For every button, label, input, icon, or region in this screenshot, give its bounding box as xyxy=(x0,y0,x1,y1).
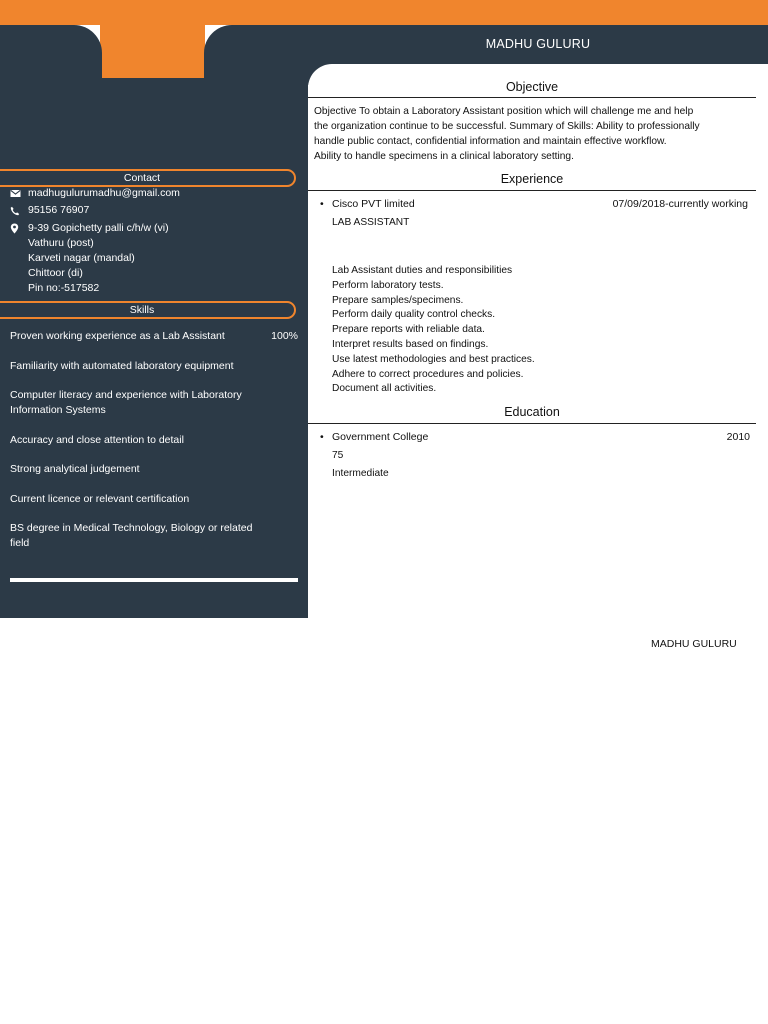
accent-tab xyxy=(100,25,205,78)
objective-line: handle public contact, confidential information and maintain effective workflow. xyxy=(314,136,667,147)
duty-item: Perform laboratory tests. xyxy=(332,279,444,291)
skill-label: BS degree in Medical Technology, Biology or related xyxy=(10,522,253,534)
duty-item: Interpret results based on findings. xyxy=(332,338,489,350)
skill-label: Familiarity with automated laboratory equipment xyxy=(10,360,234,372)
sidebar-divider xyxy=(10,578,298,582)
objective-line: the organization continue to be successful. Summary of Skills: Ability to professionally xyxy=(314,121,700,132)
skill-item xyxy=(10,388,298,418)
employment-dates: 07/09/2018-currently working xyxy=(612,198,748,210)
experience-divider xyxy=(308,190,756,191)
skill-item xyxy=(10,492,298,507)
education-level: Intermediate xyxy=(332,468,389,479)
address-line: 9-39 Gopichetty palli c/h/w (vi) xyxy=(28,222,169,234)
location-icon xyxy=(10,221,28,236)
education-divider xyxy=(308,423,756,424)
bullet-icon: • xyxy=(320,431,324,443)
duty-item: Prepare samples/specimens. xyxy=(332,294,464,306)
skill-label: Computer literacy and experience with Laboratory xyxy=(10,389,242,401)
address-line: Chittoor (di) xyxy=(28,267,83,279)
objective-divider xyxy=(308,97,756,98)
objective-line: Ability to handle specimens in a clinical laboratory setting. xyxy=(314,151,574,162)
email-icon xyxy=(10,186,28,201)
duty-item: Prepare reports with reliable data. xyxy=(332,324,485,336)
bullet-icon: • xyxy=(320,198,324,210)
contact-heading: Contact xyxy=(0,169,296,187)
top-accent-bar xyxy=(0,0,768,25)
address-line: Vathuru (post) xyxy=(28,237,94,249)
graduation-year: 2010 xyxy=(726,431,750,443)
skill-percent: 100% xyxy=(271,330,298,342)
objective-text xyxy=(314,104,754,164)
job-role: LAB ASSISTANT xyxy=(332,217,410,228)
duty-item: Lab Assistant duties and responsibilities xyxy=(332,265,513,276)
contact-email xyxy=(10,186,180,201)
header-panel-left xyxy=(0,25,102,85)
education-score: 75 xyxy=(332,450,344,461)
objective-line: Objective To obtain a Laboratory Assistant position which will challenge me and help xyxy=(314,106,694,117)
skill-label: Current licence or relevant certification xyxy=(10,493,190,505)
phone-icon xyxy=(10,203,28,218)
email-text: madhugulurumadhu@gmail.com xyxy=(28,187,180,199)
skill-item xyxy=(10,359,298,374)
skills-heading: Skills xyxy=(0,301,296,319)
skill-label: Strong analytical judgement xyxy=(10,463,140,475)
education-heading: Education xyxy=(504,405,560,419)
school-name: Government College xyxy=(332,431,429,443)
skill-item xyxy=(10,521,298,551)
phone-text: 95156 76907 xyxy=(28,204,90,216)
duty-item: Adhere to correct procedures and policies. xyxy=(332,368,524,380)
company-name: Cisco PVT limited xyxy=(332,198,415,210)
skill-label: Accuracy and close attention to detail xyxy=(10,434,184,446)
duty-item: Document all activities. xyxy=(332,383,437,395)
skill-label: Information Systems xyxy=(10,404,106,416)
footer-name: MADHU GULURU xyxy=(651,638,737,650)
objective-heading: Objective xyxy=(505,80,559,94)
skill-label: Proven working experience as a Lab Assistant xyxy=(10,330,225,342)
duty-item: Use latest methodologies and best practices. xyxy=(332,353,535,365)
skill-item xyxy=(10,329,298,344)
contact-address xyxy=(10,221,169,236)
contact-phone xyxy=(10,203,89,218)
resume-name: MADHU GULURU xyxy=(485,37,591,51)
address-line: Karveti nagar (mandal) xyxy=(28,252,135,264)
skill-item xyxy=(10,462,298,477)
skill-label: field xyxy=(10,537,30,549)
skill-item xyxy=(10,433,298,448)
address-line: Pin no:-517582 xyxy=(28,282,100,294)
experience-heading: Experience xyxy=(500,172,564,186)
duties-list xyxy=(332,264,535,397)
duty-item: Perform daily quality control checks. xyxy=(332,309,496,321)
